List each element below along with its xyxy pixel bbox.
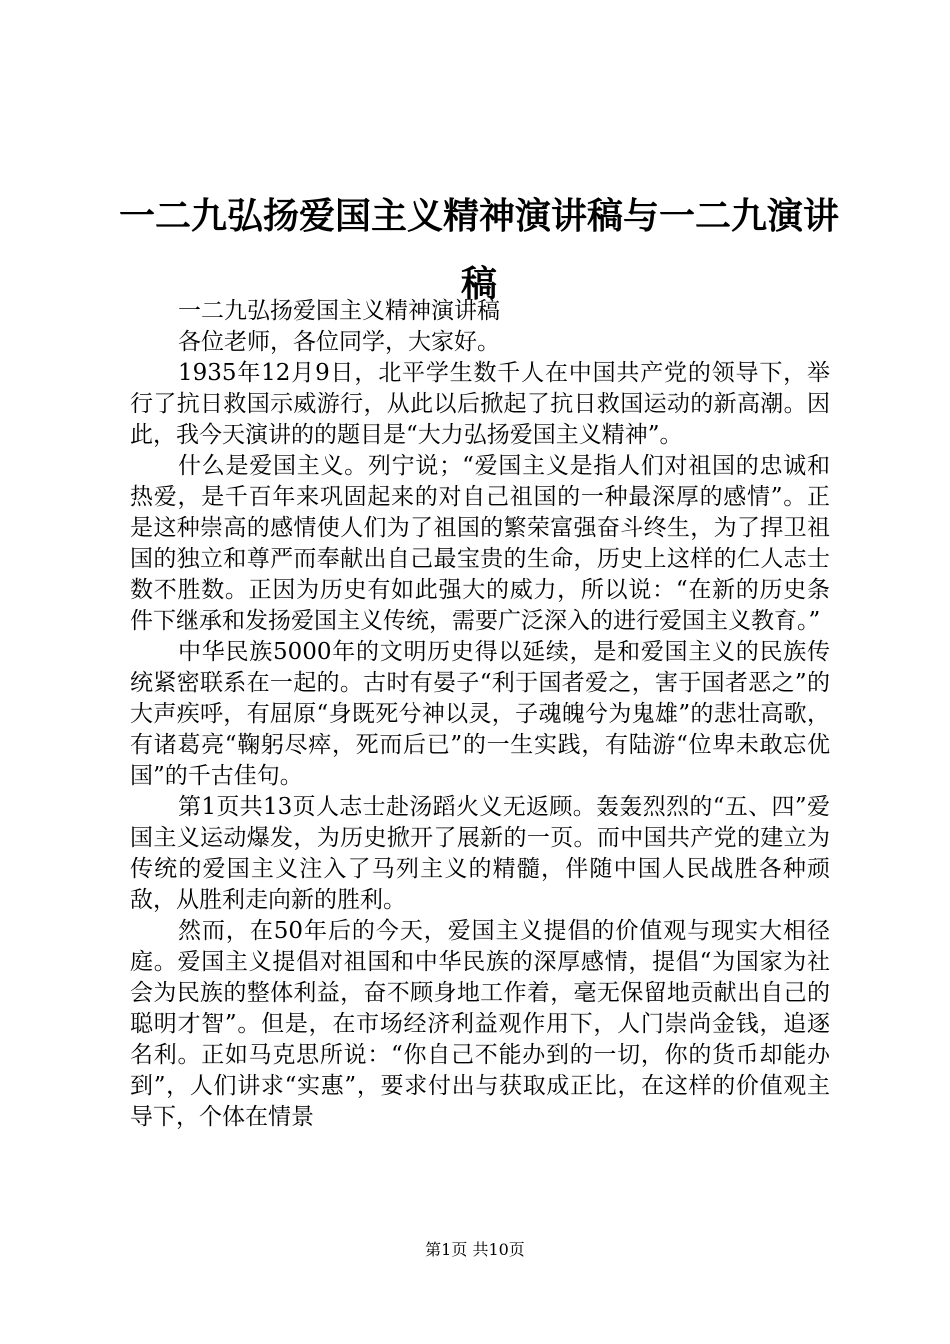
paragraph: 第1页共13页人志士赴汤蹈火义无返顾。轰轰烈烈的“五、四”爱国主义运动爆发，为历史掀开了展新的一页。而中国共产党的建立为传统的爱国主义注入了马列主义的精髓，伴随中国人民战胜各种顽敌，从胜利走向新的胜利。	[130, 794, 830, 913]
paragraph: 中华民族5000年的文明历史得以延续，是和爱国主义的民族传统紧密联系在一起的。古时有晏子“利于国者爱之，害于国者恶之”的大声疾呼，有屈原“身既死兮神以灵，子魂魄兮为鬼雄”的悲壮高歌，有诸葛亮“鞠躬尽瘁，死而后已”的一生实践，有陆游“位卑未敢忘优国”的千古佳句。	[130, 639, 830, 789]
paragraph: 然而，在50年后的今天，爱国主义提倡的价值观与现实大相径庭。爱国主义提倡对祖国和中华民族的深厚感情，提倡“为国家为社会为民族的整体利益，奋不顾身地工作着，毫无保留地贡献出自己的聪明才智”。但是，在市场经济利益观作用下，人门崇尚金钱，追逐名利。正如马克思所说：“你自己不能办到的一切，你的货币却能办到”，人们讲求“实惠”，要求付出与获取成正比，在这样的价值观主导下，个体在情景	[130, 918, 830, 1130]
document-body	[130, 296, 830, 1133]
page-footer: 第1页 共10页	[425, 1240, 525, 1259]
paragraph: 什么是爱国主义。列宁说；“爱国主义是指人们对祖国的忠诚和热爱，是千百年来巩固起来的对自己祖国的一种最深厚的感情”。正是这种崇高的感情使人们为了祖国的繁荣富强奋斗终生，为了捍卫祖国的独立和尊严而奉献出自己最宝贵的生命，历史上这样的仁人志士数不胜数。正因为历史有如此强大的威力，所以说：“在新的历史条件下继承和发扬爱国主义传统，需要广泛深入的进行爱国主义教育。”	[130, 453, 830, 634]
paragraph-subtitle: 一二九弘扬爱国主义精神演讲稿	[178, 298, 500, 324]
paragraph: 1935年12月9日，北平学生数千人在中国共产党的领导下，举行了抗日救国示威游行，从此以后掀起了抗日救国运动的新高潮。因此，我今天演讲的的题目是“大力弘扬爱国主义精神”。	[130, 360, 830, 448]
document-title: 一二九弘扬爱国主义精神演讲稿与一二九演讲稿	[118, 195, 839, 305]
paragraph-greeting: 各位老师，各位同学，大家好。	[178, 329, 500, 355]
